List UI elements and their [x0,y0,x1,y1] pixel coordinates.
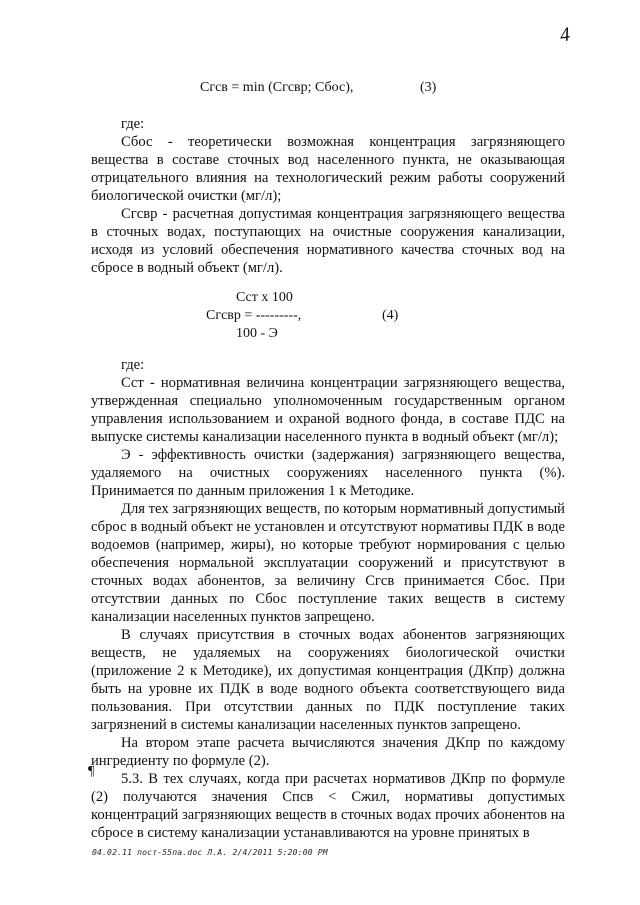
paragraph-sbos: Сбос - теоретически возможная концентрация загрязняющего вещества в составе сточных вод населенного пункта, не оказывающая отрицательного влияния на технологический режим работы сооружений биологической очистки (мг/л); [91,134,565,204]
paragraph-sst: Сст - нормативная величина концентрации загрязняющего вещества, утвержденная специально уполномоченным государственным органом управления использованием и охраной водного фонда, в составе ПДС на выпуске системы канализации населенного пункта в водный объект (мг/л); [91,375,565,445]
formula-4-numerator: Сст x 100 [236,290,293,305]
formula-4-denominator: 100 - Э [236,326,278,341]
text-block-main [91,356,565,842]
paragraph-cases: В случаях присутствия в сточных водах абонентов загрязняющих веществ, не удаляемых на сооружениях биологической очистки (приложение 2 к Методике), их допустимая концентрация (ДКпр) должна быть на уровне их ПДК в воде водного объекта соответствующего вида пользования. При отсутствии данных по ПДК поступление таких загрязнений в системы канализации населенных пунктов запрещено. [91,627,565,733]
paragraph-other-substances: Для тех загрязняющих веществ, по которым нормативный допустимый сброс в водный объект не установлен и отсутствуют нормативы ПДК в воде водоемов (например, жиры), но которые требуют нормирования с целью обеспечения нормальной эксплуатации сооружений и присутствуют в сточных водах абонентов, за величину Сгсв принимается Сбос. При отсутствии данных по Сбос поступление таких веществ в систему канализации населенных пунктов запрещено. [91,501,565,625]
paragraph-mark-icon: ¶ [88,764,95,779]
text-block-top [91,115,565,277]
formula-4-lhs: Сгсвр = ---------, [206,308,302,323]
formula-3 [200,80,450,96]
paragraph-5-3: 5.3. В тех случаях, когда при расчетах нормативов ДКпр по формуле (2) получаются значения Спсв < Сжил, нормативы допустимых концентраций загрязняющих веществ в сточных водах прочих абонентов на сбросе в систему канализации устанавливаются на уровне принятых в [91,771,565,841]
page-number: 4 [558,23,572,47]
paragraph-second-stage: На втором этапе расчета вычисляются значения ДКпр по каждому ингредиенту по формуле (2). [91,735,565,769]
formula-3-expression: Сгсв = min (Сгсвр; Сбос), [200,80,354,95]
where-label: где: [121,116,145,132]
document-footer: 04.02.11 пост-55па.doc Л.А. 2/4/2011 5:20:00 PM [92,848,328,857]
where-label-2: где: [121,357,145,373]
formula-3-number: (3) [420,80,437,95]
paragraph-e: Э - эффективность очистки (задержания) загрязняющего вещества, удаляемого на очистных сооружениях населенного пункта (%). Принимается по данным приложения 1 к Методике. [91,447,565,499]
formula-4-number: (4) [382,308,399,323]
paragraph-sgsvr: Сгсвр - расчетная допустимая концентрация загрязняющего вещества в сточных водах, поступающих на очистные сооружения канализации, исходя из условий обеспечения нормативного качества сточных вод на сбросе в водный объект (мг/л). [91,206,565,276]
